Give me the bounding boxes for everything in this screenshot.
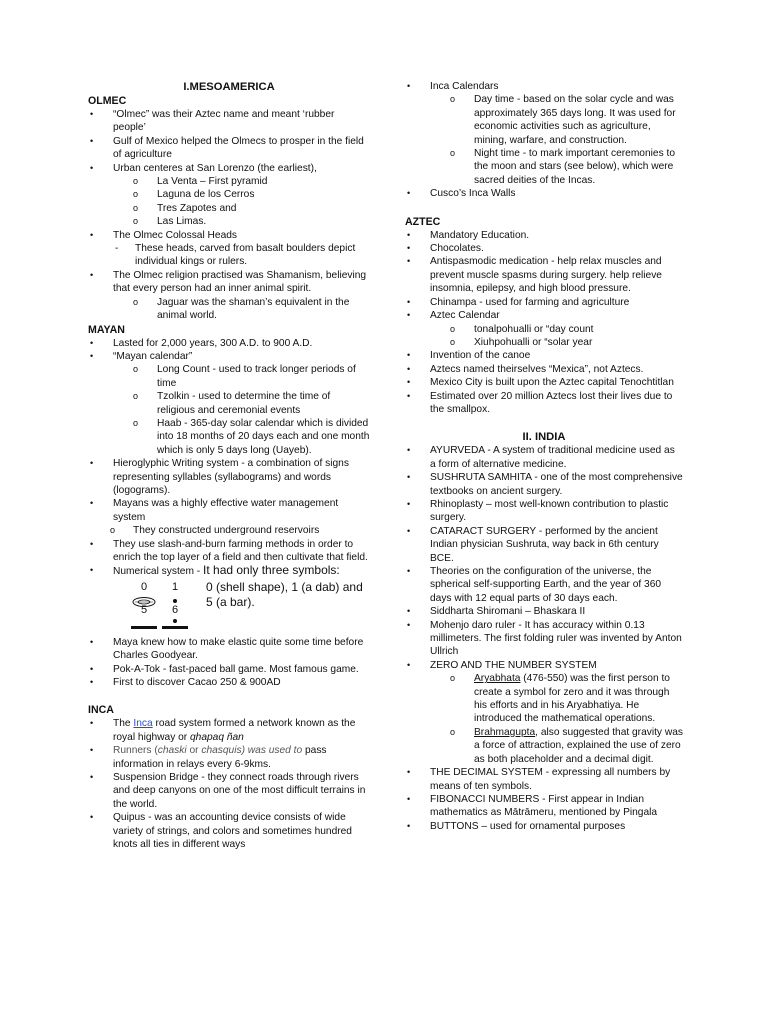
- bullet-marker: •: [90, 135, 94, 146]
- bullet-marker: •: [407, 606, 411, 617]
- dot-icon: [173, 599, 177, 603]
- bullet-marker: •: [407, 472, 411, 483]
- sub-list-item: o La Venta – First pyramid: [133, 176, 268, 188]
- numeral-description: 0 (shell shape), 1 (a dab) and 5 (a bar).: [206, 579, 363, 609]
- list-item: • Quipus - was an accounting device consists of wide variety of strings, and colors and sometimes hundred knots all ties in different ways: [90, 812, 352, 851]
- bullet-marker: •: [407, 81, 411, 91]
- list-item: • Aztecs named theirselves “Mexica”, not Aztecs.: [407, 363, 644, 375]
- bullet-marker: •: [407, 363, 411, 374]
- bullet-marker: •: [407, 296, 411, 307]
- bullet-marker: •: [407, 498, 411, 509]
- bullet-marker: •: [407, 767, 411, 778]
- list-item: • Rhinoplasty – most well-known contribution to plastic surgery.: [407, 498, 669, 524]
- sub-marker: o: [133, 296, 139, 307]
- bullet-marker: •: [90, 350, 94, 361]
- aryabhata-link[interactable]: Aryabhata: [474, 673, 521, 685]
- list-item: • Gulf of Mexico helped the Olmecs to prosper in the field of agriculture: [90, 135, 364, 161]
- section-title-india: II. INDIA: [522, 431, 566, 444]
- bullet-marker: •: [90, 109, 94, 119]
- bullet-marker: •: [90, 458, 94, 469]
- list-item: • Theories on the configuration of the universe, the spherical self-supporting Earth, and the year of 360 days with 12 equal parts of 30 days each.: [407, 566, 662, 604]
- list-item: • “Mayan calendar”: [90, 350, 193, 362]
- sub-marker: o: [133, 202, 139, 213]
- list-item: • Mexico City is built upon the Aztec capital Tenochtitlan: [407, 377, 674, 389]
- sub-list-item: o Xiuhpohualli or “solar year: [450, 336, 593, 348]
- list-item: • CATARACT SURGERY - performed by the ancient Indian physician Sushruta, way back in 6th century BCE.: [407, 525, 659, 564]
- bullet-marker: •: [407, 390, 411, 401]
- heading-mayan: MAYAN: [88, 323, 125, 336]
- list-item: • Mohenjo daro ruler - It has accuracy within 0.13 millimeters. The first folding ruler was invented by Anton Ullrich: [407, 619, 682, 658]
- list-item: • Urban centeres at San Lorenzo (the earliest),: [90, 162, 317, 174]
- mayan-numerals-figure: [88, 580, 370, 632]
- list-item: • SUSHRUTA SAMHITA - one of the most comprehensive textbooks on ancient surgery.: [407, 472, 683, 497]
- list-item: • AYURVEDA - A system of traditional medicine used as a form of alternative medicine.: [407, 445, 675, 470]
- sub-list-item: o Laguna de los Cerros: [133, 189, 255, 201]
- sub-marker: o: [450, 323, 456, 334]
- bar-icon: [162, 626, 188, 629]
- bullet-marker: •: [407, 188, 411, 199]
- sub-marker: o: [133, 216, 139, 227]
- sub-marker: o: [133, 417, 139, 428]
- bullet-marker: •: [407, 350, 411, 361]
- bullet-marker: •: [407, 256, 411, 267]
- sub-list-item: o tonalpohualli or “day count: [450, 323, 594, 335]
- bullet-marker: •: [90, 269, 94, 280]
- sub-list-item: o Day time - based on the solar cycle and was approximately 365 days long. It was used for economic activities such as agriculture, mining, warfare, and construction.: [450, 94, 676, 146]
- list-item: • Pok-A-Tok - fast-paced ball game. Most famous game.: [90, 663, 359, 675]
- sub-list-item: o Jaguar was the shaman’s equivalent in the animal world.: [133, 296, 350, 322]
- list-item: • “Olmec” was their Aztec name and meant ‘rubber people’: [90, 109, 335, 134]
- list-item: • Maya knew how to make elastic quite some time before Charles Goodyear.: [90, 636, 364, 662]
- bullet-marker: •: [90, 498, 94, 509]
- list-item: • Chocolates.: [407, 243, 484, 255]
- sub-list-item: o Tres Zapotes and: [133, 202, 237, 214]
- inca-link[interactable]: Inca: [133, 718, 153, 730]
- sub-marker: o: [110, 525, 116, 536]
- list-item: • First to discover Cacao 250 & 900AD: [90, 677, 281, 689]
- list-item: • Mayans was a highly effective water management system: [90, 498, 339, 523]
- bullet-marker: •: [407, 229, 411, 240]
- bullet-marker: •: [407, 619, 411, 630]
- list-item: • Antispasmodic medication - help relax muscles and prevent muscle spasms during surgery. help relieve insomnia, epilepsy, and high blood pressure.: [407, 256, 662, 295]
- sub-list-item: o Tzolkin - used to determine the time of religious and ceremonial events: [133, 391, 331, 416]
- list-item: • Siddharta Shiromani – Bhaskara II: [407, 606, 586, 618]
- right-column: [405, 80, 683, 833]
- list-item: • They use slash-and-burn farming methods in order to enrich the top layer of a field and then cultivate that field.: [90, 538, 368, 563]
- sub-marker: o: [450, 726, 456, 737]
- sub-marker: o: [133, 176, 139, 187]
- sub-list-item: o Haab - 365-day solar calendar which is divided into 18 months of 20 days each and one month which is only 5 days long (Uayeb).: [133, 417, 370, 456]
- section-title-mesoamerica: I.MESOAMERICA: [183, 81, 275, 93]
- bullet-marker: •: [90, 565, 94, 576]
- numeral-label-5: 5: [140, 603, 148, 616]
- sub-list-item: o Brahmagupta, also suggested that gravity was a force of attraction, explained the use of zero as both placeholder and a decimal digit.: [450, 726, 683, 765]
- bullet-marker: •: [90, 745, 94, 756]
- numeral-label-6: 6: [171, 603, 179, 616]
- list-item: • The Olmec Colossal Heads: [90, 229, 237, 241]
- bullet-marker: •: [407, 566, 411, 576]
- list-item: • Invention of the canoe: [407, 350, 531, 362]
- list-item: • THE DECIMAL SYSTEM - expressing all numbers by means of ten symbols.: [407, 767, 671, 792]
- bullet-marker: •: [407, 377, 411, 388]
- bullet-marker: •: [407, 310, 411, 321]
- bullet-marker: •: [407, 243, 411, 254]
- bullet-marker: •: [407, 525, 411, 536]
- bullet-marker: •: [90, 772, 94, 783]
- bullet-marker: •: [407, 820, 411, 831]
- bar-icon: [131, 626, 157, 629]
- dash-list-item: - These heads, carved from basalt boulders depict individual kings or rulers.: [115, 243, 356, 268]
- sub-list-item: o Night time - to mark important ceremonies to the moon and stars (see below), which were sacred deities of the Incas.: [450, 148, 675, 186]
- list-item: • Chinampa - used for farming and agriculture: [407, 296, 630, 308]
- sub-marker: o: [450, 336, 456, 347]
- list-item: • The Olmec religion practised was Shamanism, believing that every person had an inner animal spirit.: [90, 269, 367, 295]
- heading-inca: INCA: [88, 704, 114, 717]
- numeral-label-0: 0: [140, 580, 148, 593]
- heading-olmec: OLMEC: [88, 95, 127, 107]
- bullet-marker: •: [407, 793, 411, 804]
- list-item: • Lasted for 2,000 years, 300 A.D. to 900 A.D.: [90, 337, 313, 349]
- list-item: • Aztec Calendar: [407, 310, 500, 322]
- list-item: • Runners (chaski or chasquis) was used to pass information in relays every 6-9kms.: [90, 745, 327, 770]
- sub-marker: o: [450, 148, 456, 159]
- bullet-marker: •: [90, 663, 94, 674]
- sub-marker: o: [133, 391, 139, 402]
- list-item: • Mandatory Education.: [407, 229, 530, 241]
- sub-list-item: o Long Count - used to track longer periods of time: [133, 364, 356, 389]
- sub-marker: o: [450, 673, 456, 684]
- bullet-marker: •: [90, 636, 94, 647]
- dash-marker: -: [115, 243, 119, 255]
- bullet-marker: •: [407, 445, 411, 456]
- list-item: • Suspension Bridge - they connect roads through rivers and deep canyons on one of the most difficult terrains in the world.: [90, 772, 366, 810]
- bullet-marker: •: [90, 229, 94, 240]
- bullet-marker: •: [90, 162, 94, 173]
- dot-icon: [173, 619, 177, 623]
- list-item: • ZERO AND THE NUMBER SYSTEM: [407, 659, 597, 671]
- heading-aztec: AZTEC: [405, 215, 441, 228]
- sub-list-item: o They constructed underground reservoirs: [110, 525, 320, 537]
- brahmagupta-link[interactable]: Brahmagupta: [474, 726, 536, 738]
- list-item: • The Inca road system formed a network known as the royal highway or qhapaq ñan: [90, 718, 356, 743]
- sub-list-item: o Aryabhata (476-550) was the first person to create a symbol for zero and it was through his efforts and in his Aryabhatiya. He introduced the mathematical operations.: [450, 673, 670, 725]
- sub-list-item: o Las Limas.: [133, 216, 207, 228]
- bullet-marker: •: [90, 538, 94, 549]
- bullet-marker: •: [90, 677, 94, 688]
- sub-marker: o: [133, 364, 139, 375]
- sub-marker: o: [133, 189, 139, 200]
- left-column: [88, 80, 370, 852]
- list-item: • Estimated over 20 million Aztecs lost their lives due to the smallpox.: [407, 390, 673, 415]
- bullet-marker: •: [407, 659, 411, 670]
- list-item: • Cusco’s Inca Walls: [407, 188, 516, 200]
- bullet-marker: •: [90, 812, 94, 823]
- list-item: • Numerical system - It had only three symbols:: [90, 563, 340, 578]
- list-item: • Hieroglyphic Writing system - a combination of signs representing syllables (syllabograms) and words (logograms).: [90, 458, 349, 496]
- bullet-marker: •: [90, 337, 94, 348]
- list-item: • BUTTONS – used for ornamental purposes: [407, 820, 626, 832]
- numeral-label-1: 1: [171, 580, 179, 593]
- sub-marker: o: [450, 94, 456, 105]
- bullet-marker: •: [90, 718, 94, 729]
- list-item: • FIBONACCI NUMBERS - First appear in Indian mathematics as Mātrāmeru, mentioned by Pingala: [407, 793, 658, 819]
- list-item: • Inca Calendars: [407, 81, 499, 92]
